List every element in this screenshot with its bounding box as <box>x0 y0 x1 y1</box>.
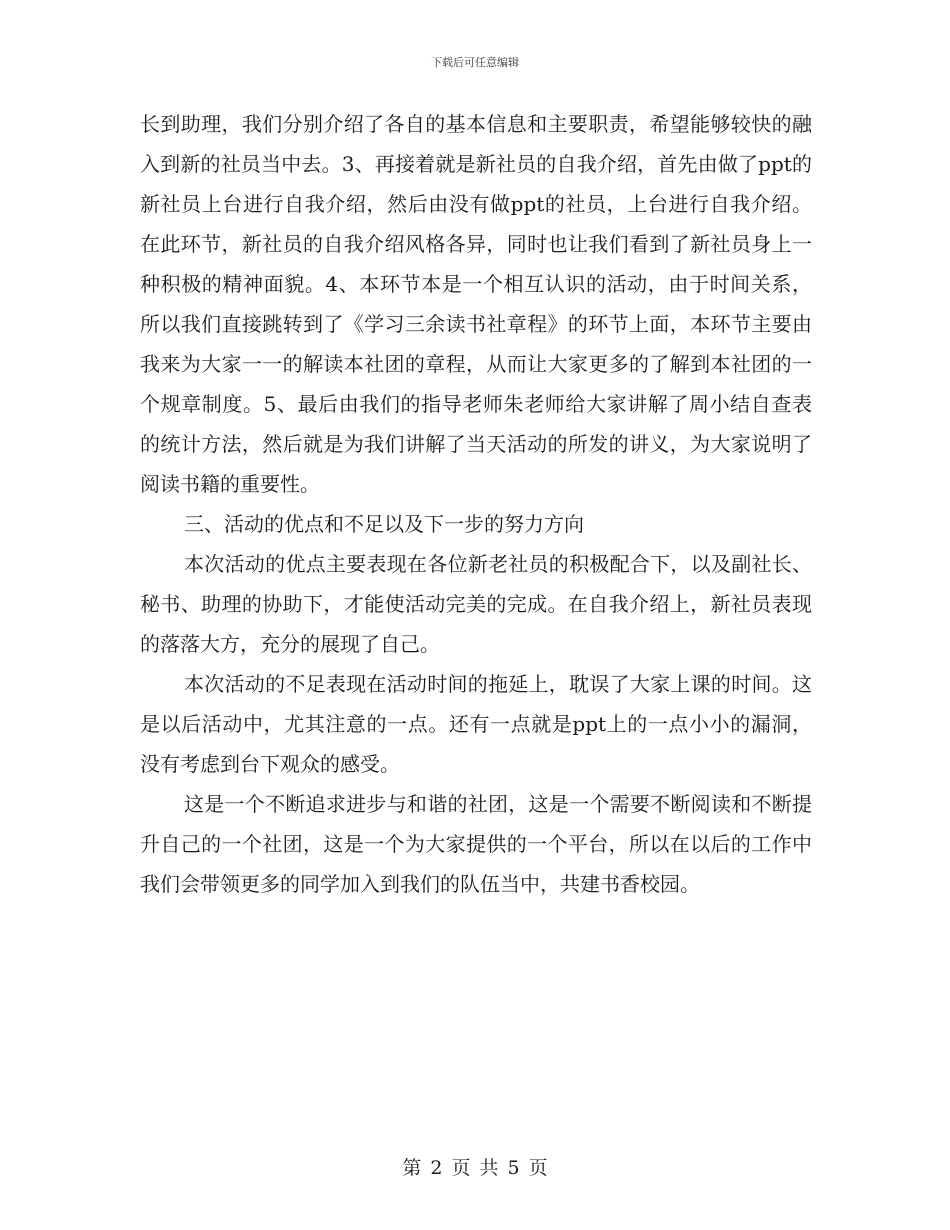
paragraph-strengths: 本次活动的优点主要表现在各位新老社员的积极配合下，以及副社长、秘书、助理的协助下，才能使活动完美的完成。在自我介绍上，新社员表现的落落大方，充分的展现了自己。 <box>140 552 812 656</box>
total-page-number: 5 <box>507 1157 520 1179</box>
paragraph-conclusion: 这是一个不断追求进步与和谐的社团，这是一个需要不断阅读和不断提升自己的一个社团，这是一个为大家提供的一个平台，所以在以后的工作中我们会带领更多的同学加入到我们的队伍当中，共建书香校园。 <box>140 792 812 896</box>
paragraph-weaknesses: 本次活动的不足表现在活动时间的拖延上，耽误了大家上课的时间。这是以后活动中，尤其注意的一点。还有一点就是ppt上的一点小小的漏洞，没有考虑到台下观众的感受。 <box>140 672 812 776</box>
section-heading-strengths-weaknesses: 三、活动的优点和不足以及下一步的努力方向 <box>184 512 584 536</box>
paragraph-continued-activity-process: 长到助理，我们分别介绍了各自的基本信息和主要职责，希望能够较快的融入到新的社员当中去。3、再接着就是新社员的自我介绍，首先由做了ppt的新社员上台进行自我介绍，然后由没有做ppt的社员，上台进行自我介绍。在此环节，新社员的自我介绍风格各异，同时也让我们看到了新社员身上一种积极的精神面貌。4、本环节本是一个相互认识的活动，由于时间关系，所以我们直接跳转到了《学习三余读书社章程》的环节上面，本环节主要由我来为大家一一的解读本社团的章程，从而让大家更多的了解到本社团的一个规章制度。5、最后由我们的指导老师朱老师给大家讲解了周小结自查表的统计方法，然后就是为我们讲解了当天活动的所发的讲义，为大家说明了阅读书籍的重要性。 <box>140 112 812 496</box>
page-suffix: 页 <box>528 1157 548 1179</box>
page-mid-label: 页 <box>451 1157 471 1179</box>
document-body <box>140 104 812 904</box>
current-page-number: 2 <box>430 1157 443 1179</box>
page-number-footer <box>0 1153 950 1180</box>
header-note: 下载后可任意编辑 <box>431 56 519 69</box>
total-prefix: 共 <box>479 1157 499 1179</box>
page-prefix: 第 <box>402 1157 422 1179</box>
